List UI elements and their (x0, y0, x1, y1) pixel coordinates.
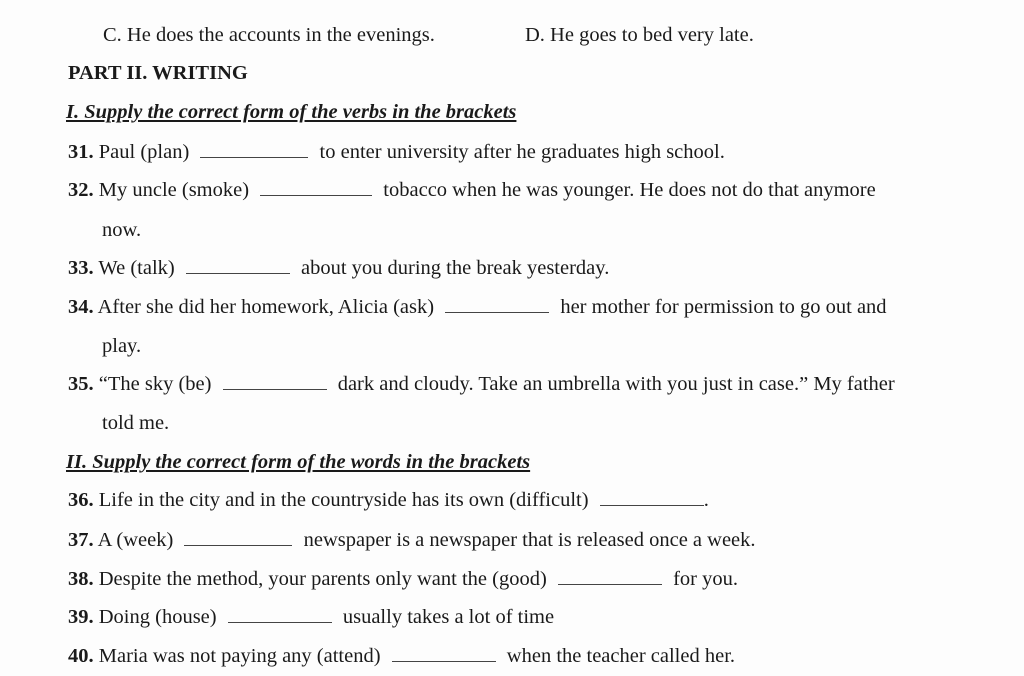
answer-blank[interactable] (223, 371, 327, 390)
question-text-after: . (703, 489, 709, 511)
question-39 (68, 604, 554, 630)
question-text-before: Despite the method, your parents only want the (good) (98, 568, 547, 590)
question-text-after: when the teacher called her. (506, 645, 736, 667)
question-text-before: Life in the city and in the countryside has its own (difficult) (98, 489, 589, 511)
question-text-after: about you during the break yesterday. (300, 257, 610, 279)
answer-blank[interactable] (558, 566, 662, 585)
question-number: 31. (68, 141, 94, 163)
option-c: C. He does the accounts in the evenings. (103, 24, 435, 46)
question-38 (68, 566, 738, 592)
answer-blank[interactable] (600, 487, 704, 506)
question-35 (68, 371, 895, 397)
question-32-continuation: now. (102, 219, 142, 241)
question-text-after: tobacco when he was younger. He does not do that anymore (383, 179, 876, 201)
question-34 (68, 294, 887, 320)
question-text-after: to enter university after he graduates high school. (319, 141, 725, 163)
answer-blank[interactable] (445, 294, 549, 313)
question-number: 40. (68, 645, 94, 667)
question-number: 34. (68, 296, 94, 318)
answer-blank[interactable] (184, 527, 292, 546)
question-text-after: dark and cloudy. Take an umbrella with you just in case.” My father (337, 373, 895, 395)
question-text-before: We (talk) (98, 257, 175, 279)
question-35-continuation: told me. (102, 412, 170, 434)
question-text-before: Paul (plan) (98, 141, 190, 163)
answer-blank[interactable] (200, 139, 308, 158)
question-number: 37. (68, 529, 94, 551)
answer-blank[interactable] (228, 604, 332, 623)
question-text-after: usually takes a lot of time (342, 606, 555, 628)
question-40 (68, 643, 735, 669)
question-number: 32. (68, 179, 94, 201)
question-number: 33. (68, 257, 94, 279)
question-number: 35. (68, 373, 94, 395)
answer-blank[interactable] (392, 643, 496, 662)
question-31 (68, 139, 725, 165)
option-d: D. He goes to bed very late. (525, 24, 754, 46)
question-text-before: After she did her homework, Alicia (ask) (97, 296, 435, 318)
question-text-before: Doing (house) (98, 606, 217, 628)
question-number: 39. (68, 606, 94, 628)
part-2-title: PART II. WRITING (68, 62, 248, 84)
question-34-continuation: play. (102, 335, 142, 357)
question-text-after: her mother for permission to go out and (560, 296, 887, 318)
question-37 (68, 527, 756, 553)
question-number: 36. (68, 489, 94, 511)
answer-blank[interactable] (260, 177, 372, 196)
question-36 (68, 487, 709, 513)
question-text-after: for you. (673, 568, 738, 590)
question-text-before: Maria was not paying any (attend) (98, 645, 381, 667)
question-text-before: My uncle (smoke) (98, 179, 250, 201)
answer-blank[interactable] (186, 255, 290, 274)
question-33 (68, 255, 609, 281)
question-text-before: “The sky (be) (98, 373, 212, 395)
question-32 (68, 177, 876, 203)
section-2-title: II. Supply the correct form of the words in the brackets (66, 451, 531, 473)
question-text-after: newspaper is a newspaper that is released once a week. (303, 529, 756, 551)
question-text-before: A (week) (97, 529, 174, 551)
question-number: 38. (68, 568, 94, 590)
section-1-title: I. Supply the correct form of the verbs in the brackets (66, 101, 517, 123)
